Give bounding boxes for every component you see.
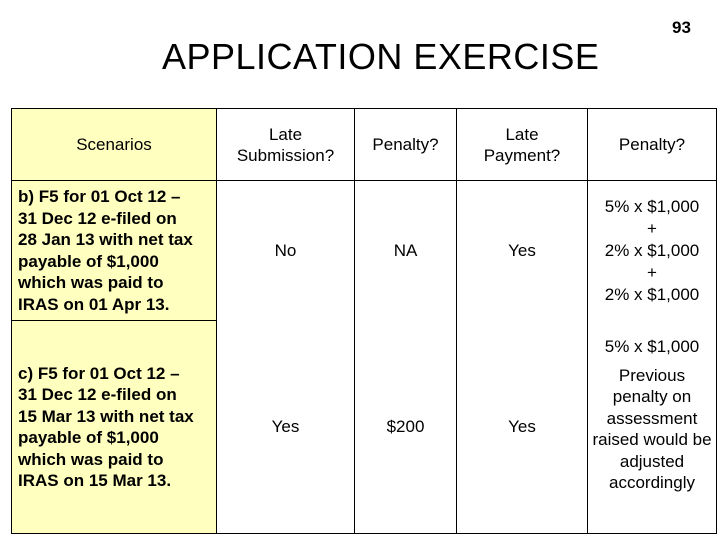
header-scenarios: Scenarios	[12, 109, 217, 181]
scenario-c-line: which was paid to	[18, 449, 164, 469]
penalty-2-c-note-line: accordingly	[609, 473, 695, 493]
table-row	[12, 321, 717, 534]
scenario-c-line: 15 Mar 13 with net tax	[18, 406, 194, 426]
late-payment-b: Yes	[457, 181, 588, 321]
penalty-2-c-note-line: penalty on	[612, 387, 692, 407]
header-late-submission	[217, 109, 355, 181]
slide-title: APPLICATION EXERCISE	[162, 36, 600, 77]
penalty-2-c-formula: 5% x $1,000	[604, 336, 700, 356]
penalty-2-b-line: +	[647, 218, 657, 238]
header-late-submission-line-2: Submission?	[236, 145, 335, 165]
header-row	[12, 109, 717, 181]
header-penalty-1: Penalty?	[355, 109, 457, 181]
scenario-b-line: IRAS on 01 Apr 13.	[18, 294, 170, 314]
scenario-c-line: IRAS on 15 Mar 13.	[18, 471, 172, 490]
penalty-2-c-note-line: Previous	[618, 365, 686, 385]
late-payment-c: Yes	[457, 321, 588, 534]
penalty-2-b-line: 5% x $1,000	[604, 196, 700, 216]
table-row	[12, 181, 717, 321]
penalty-2-c-note	[588, 365, 716, 495]
header-late-submission-line-1: Late	[268, 124, 303, 144]
penalty-2-b-line: 2% x $1,000	[604, 240, 700, 260]
scenario-b-line: b) F5 for 01 Oct 12 –	[18, 187, 181, 206]
header-late-payment-line-2: Payment?	[483, 145, 561, 165]
penalty-1-c: $200	[355, 321, 457, 534]
penalty-2-c-note-line: assessment	[606, 408, 698, 428]
scenario-c-line: payable of $1,000	[18, 428, 159, 447]
header-penalty-2: Penalty?	[588, 109, 717, 181]
scenario-c-line: c) F5 for 01 Oct 12 –	[18, 363, 180, 383]
scenario-b-line: 31 Dec 12 e-filed on	[18, 208, 177, 228]
penalty-2-c	[588, 321, 717, 534]
scenario-b-line: payable of $1,000	[18, 251, 159, 271]
header-late-payment	[457, 109, 588, 181]
scenario-c	[12, 321, 217, 534]
header-late-payment-line-1: Late	[505, 124, 539, 144]
penalty-2-c-note-line: raised would be	[592, 430, 712, 450]
penalty-2-c-note-line: adjusted	[619, 451, 685, 471]
late-submission-c: Yes	[217, 321, 355, 534]
late-submission-b: No	[217, 181, 355, 321]
page-number: 93	[672, 18, 691, 37]
scenario-c-line: 31 Dec 12 e-filed on	[18, 385, 177, 404]
penalty-2-b-line: 2% x $1,000	[604, 284, 700, 304]
penalty-1-b: NA	[355, 181, 457, 321]
scenario-b	[12, 181, 217, 321]
scenario-b-line: which was paid to	[18, 273, 164, 292]
scenario-b-line: 28 Jan 13 with net tax	[18, 230, 193, 249]
exercise-table	[11, 108, 717, 534]
penalty-2-b-line: +	[647, 262, 657, 282]
penalty-2-b	[588, 181, 717, 321]
